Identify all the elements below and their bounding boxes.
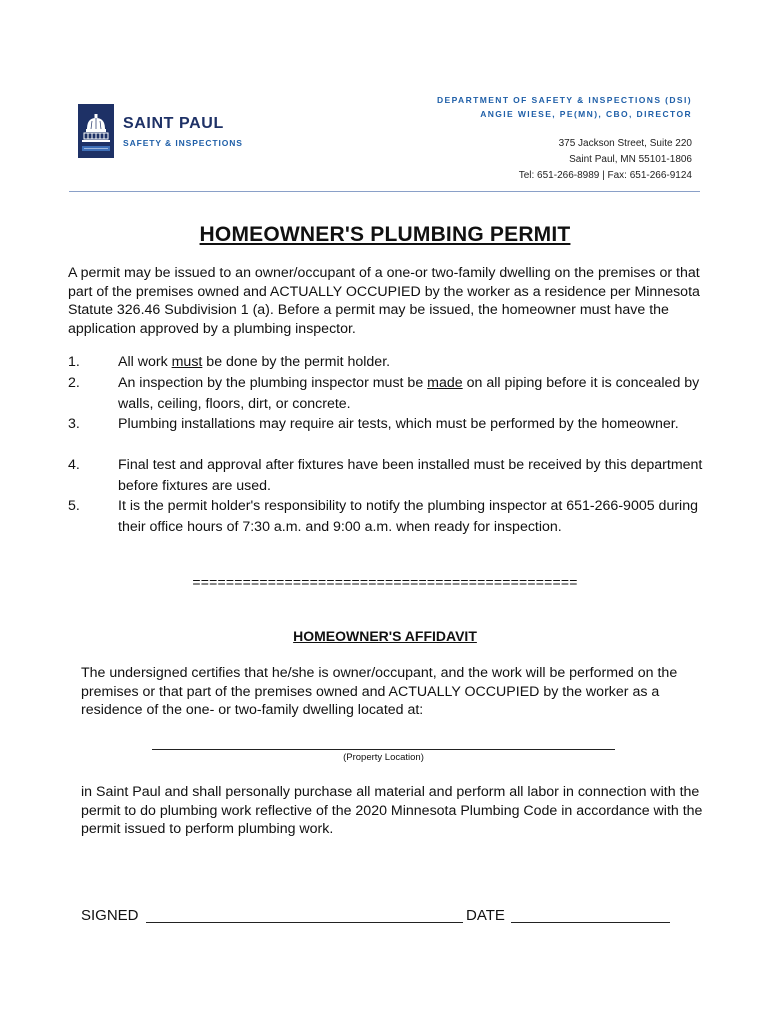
list-item-emphasis: made — [427, 375, 463, 391]
header-divider — [69, 191, 700, 192]
purchase-paragraph: in Saint Paul and shall personally purchase all material and perform all labor in connection with the permit to do plumbing work reflective of the 2020 Minnesota Plumbing Code in accordance with the permit issued to perform plumbing work. — [81, 784, 703, 837]
affidavit-paragraph: The undersigned certifies that he/she is owner/occupant, and the work will be performed on the premises or that part of the premises owned and ACTUALLY OCCUPIED by the worker as a residence of the one- or two-family dwelling located at: — [81, 665, 678, 718]
list-item-text: All work — [118, 354, 172, 370]
list-item-text: on all piping before it is concealed by walls, ceiling, floors, dirt, or concrete. — [118, 375, 700, 412]
list-item-number: 5. — [68, 498, 80, 514]
address-line-1: 375 Jackson Street, Suite 220 — [558, 138, 692, 149]
org-name: SAINT PAUL — [123, 115, 224, 132]
list-item-number: 3. — [68, 416, 80, 432]
org-subtitle: SAFETY & INSPECTIONS — [123, 138, 243, 148]
department-name: DEPARTMENT OF SAFETY & INSPECTIONS (DSI) — [437, 95, 692, 105]
list-item-emphasis: must — [171, 354, 203, 370]
list-item-text: Final test and approval after fixtures have been installed must be received by this department before fixtures are used. — [118, 457, 703, 494]
section-separator: ============================================== — [192, 574, 578, 590]
list-item-number: 2. — [68, 375, 80, 391]
list-item-text: Plumbing installations may require air tests, which must be performed by the homeowner. — [118, 416, 679, 432]
property-location-field[interactable] — [152, 749, 615, 750]
list-item — [118, 455, 708, 496]
signature-field[interactable] — [146, 922, 463, 923]
list-item — [118, 414, 708, 435]
capitol-dome-icon — [78, 104, 114, 158]
list-item-text: be done by the permit holder. — [202, 354, 391, 370]
address-line-2: Saint Paul, MN 55101-1806 — [569, 154, 692, 165]
list-item — [118, 496, 708, 537]
signed-label: SIGNED — [81, 907, 139, 924]
list-item — [118, 373, 708, 414]
date-field[interactable] — [511, 922, 670, 923]
list-item-number: 1. — [68, 354, 80, 370]
date-label: DATE — [466, 907, 505, 924]
phone-fax: Tel: 651-266-8989 | Fax: 651-266-9124 — [518, 170, 692, 181]
page-title: HOMEOWNER'S PLUMBING PERMIT — [199, 223, 571, 246]
list-item-text: It is the permit holder's responsibility to notify the plumbing inspector at 651-266-9005 during their office hours of 7:30 a.m. and 9:00 a.m. when ready for inspection. — [118, 498, 698, 535]
affidavit-title: HOMEOWNER'S AFFIDAVIT — [293, 628, 477, 644]
property-location-label: (Property Location) — [343, 752, 424, 763]
director-name: ANGIE WIESE, PE(MN), CBO, DIRECTOR — [480, 109, 692, 119]
logo-badge — [78, 104, 114, 158]
intro-paragraph: A permit may be issued to an owner/occupant of a one-or two-family dwelling on the premises or that part of the premises owned and ACTUALLY OCCUPIED by the worker as a residence per Minnesota Statute 326.46 Subdivision 1 (a). Before a permit may be issued, the homeowner must have the application approved by a plumbing inspector. — [68, 265, 700, 337]
list-item-text: An inspection by the plumbing inspector must be — [118, 375, 428, 391]
list-item — [118, 352, 708, 373]
list-item-number: 4. — [68, 457, 80, 473]
